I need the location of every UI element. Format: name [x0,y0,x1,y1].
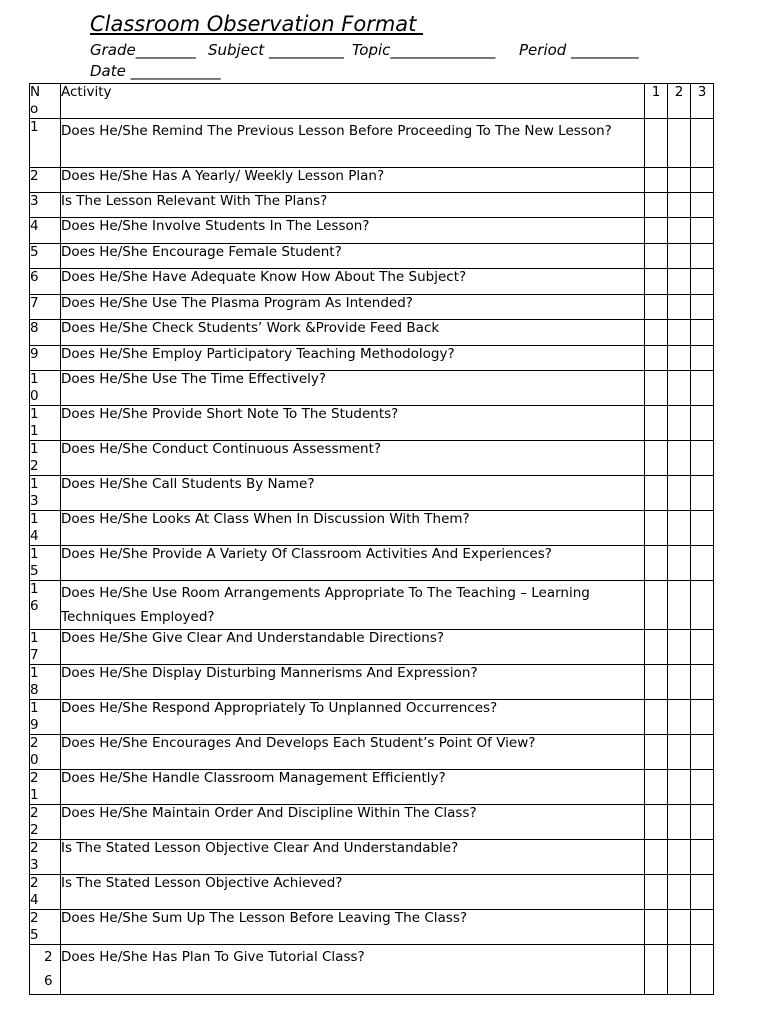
table-header-row [30,84,714,119]
table-row [30,119,714,168]
score-cell-2[interactable] [668,193,691,218]
activity-text: Does He/She Sum Up The Lesson Before Leaving The Class? [61,910,645,945]
score-cell-1[interactable] [645,875,668,910]
activity-text: Is The Stated Lesson Objective Clear And Understandable? [61,840,645,875]
score-cell-3[interactable] [691,630,714,665]
score-cell-3[interactable] [691,119,714,168]
score-cell-2[interactable] [668,770,691,805]
score-cell-1[interactable] [645,119,668,168]
table-row [30,665,714,700]
subject-field[interactable]: Subject __________ [208,41,344,59]
score-cell-2[interactable] [668,665,691,700]
table-row [30,840,714,875]
table-row [30,735,714,770]
score-cell-1[interactable] [645,581,668,630]
activity-text: Does He/She Handle Classroom Management Efficiently? [61,770,645,805]
activity-text: Does He/She Has Plan To Give Tutorial Class? [61,945,645,995]
score-cell-1[interactable] [645,269,668,295]
score-cell-3[interactable] [691,840,714,875]
row-number: 7 [30,295,61,320]
activity-text: Does He/She Have Adequate Know How About The Subject? [61,269,645,295]
table-row [30,581,714,630]
score-cell-3[interactable] [691,511,714,546]
activity-text: Does He/She Respond Appropriately To Unplanned Occurrences? [61,700,645,735]
score-cell-3[interactable] [691,735,714,770]
score-cell-1[interactable] [645,805,668,840]
row-number: 16 [30,581,61,630]
score-cell-1[interactable] [645,346,668,371]
table-row [30,700,714,735]
row-number: 26 [30,945,61,995]
score-cell-2[interactable] [668,406,691,441]
score-cell-2[interactable] [668,320,691,346]
row-number: 12 [30,441,61,476]
column-header-activity: Activity [61,84,645,119]
activity-text: Does He/She Looks At Class When In Discussion With Them? [61,511,645,546]
score-cell-3[interactable] [691,371,714,406]
table-row [30,546,714,581]
row-number: 1 [30,119,61,168]
score-cell-1[interactable] [645,546,668,581]
score-cell-2[interactable] [668,218,691,244]
score-cell-3[interactable] [691,546,714,581]
score-cell-3[interactable] [691,193,714,218]
score-cell-3[interactable] [691,269,714,295]
score-cell-1[interactable] [645,320,668,346]
score-cell-2[interactable] [668,371,691,406]
score-cell-3[interactable] [691,945,714,995]
score-cell-2[interactable] [668,581,691,630]
score-cell-3[interactable] [691,346,714,371]
score-cell-1[interactable] [645,770,668,805]
score-cell-3[interactable] [691,805,714,840]
row-number: 2 [30,168,61,193]
activity-text: Does He/She Provide Short Note To The Students? [61,406,645,441]
activity-text: Does He/She Conduct Continuous Assessment? [61,441,645,476]
table-row [30,875,714,910]
score-cell-1[interactable] [645,168,668,193]
table-row [30,476,714,511]
score-cell-3[interactable] [691,244,714,269]
score-cell-1[interactable] [645,840,668,875]
row-number: 4 [30,218,61,244]
score-cell-2[interactable] [668,244,691,269]
activity-text: Does He/She Encourage Female Student? [61,244,645,269]
score-cell-2[interactable] [668,700,691,735]
table-row [30,218,714,244]
score-cell-2[interactable] [668,875,691,910]
score-cell-2[interactable] [668,805,691,840]
row-number: 22 [30,805,61,840]
score-cell-1[interactable] [645,700,668,735]
table-row [30,295,714,320]
score-cell-2[interactable] [668,269,691,295]
score-cell-1[interactable] [645,665,668,700]
score-cell-3[interactable] [691,295,714,320]
row-number: 20 [30,735,61,770]
score-cell-1[interactable] [645,945,668,995]
score-cell-3[interactable] [691,665,714,700]
score-cell-1[interactable] [645,295,668,320]
row-number: 24 [30,875,61,910]
score-cell-2[interactable] [668,295,691,320]
score-cell-2[interactable] [668,511,691,546]
score-cell-3[interactable] [691,218,714,244]
grade-field[interactable]: Grade________ [90,41,196,59]
score-cell-1[interactable] [645,218,668,244]
score-cell-1[interactable] [645,511,668,546]
row-number: 19 [30,700,61,735]
activity-text: Does He/She Encourages And Develops Each Student’s Point Of View? [61,735,645,770]
table-row [30,244,714,269]
activity-text: Does He/She Remind The Previous Lesson Before Proceeding To The New Lesson? [61,119,645,168]
score-cell-1[interactable] [645,476,668,511]
table-row [30,269,714,295]
observation-table [29,83,714,995]
table-row [30,406,714,441]
score-cell-2[interactable] [668,346,691,371]
score-cell-1[interactable] [645,441,668,476]
score-cell-1[interactable] [645,910,668,945]
score-cell-3[interactable] [691,406,714,441]
table-row [30,805,714,840]
table-row [30,320,714,346]
activity-text: Does He/She Maintain Order And Discipline Within The Class? [61,805,645,840]
score-cell-2[interactable] [668,910,691,945]
activity-text: Does He/She Call Students By Name? [61,476,645,511]
column-header-score-1: 1 [645,84,668,119]
activity-text: Does He/She Use Room Arrangements Appropriate To The Teaching – Learning Techniques Employed? [61,581,645,630]
row-number: 5 [30,244,61,269]
score-cell-3[interactable] [691,168,714,193]
column-header-score-3: 3 [691,84,714,119]
table-row [30,346,714,371]
score-cell-1[interactable] [645,406,668,441]
score-cell-3[interactable] [691,441,714,476]
date-field[interactable]: Date ____________ [90,62,221,80]
score-cell-3[interactable] [691,770,714,805]
table-row [30,168,714,193]
score-cell-3[interactable] [691,320,714,346]
row-number: 25 [30,910,61,945]
row-number: 13 [30,476,61,511]
score-cell-1[interactable] [645,630,668,665]
score-cell-1[interactable] [645,244,668,269]
score-cell-3[interactable] [691,875,714,910]
score-cell-3[interactable] [691,581,714,630]
score-cell-2[interactable] [668,119,691,168]
table-row [30,371,714,406]
row-number: 21 [30,770,61,805]
score-cell-2[interactable] [668,840,691,875]
score-cell-1[interactable] [645,371,668,406]
activity-text: Is The Stated Lesson Objective Achieved? [61,875,645,910]
score-cell-2[interactable] [668,735,691,770]
score-cell-2[interactable] [668,168,691,193]
table-row [30,770,714,805]
form-title: Classroom Observation Format [90,12,424,36]
table-row [30,441,714,476]
row-number: 17 [30,630,61,665]
score-cell-3[interactable] [691,476,714,511]
table-row [30,945,714,995]
score-cell-1[interactable] [645,735,668,770]
row-number: 3 [30,193,61,218]
score-cell-2[interactable] [668,630,691,665]
table-row [30,511,714,546]
score-cell-2[interactable] [668,546,691,581]
row-number: 23 [30,840,61,875]
period-field[interactable]: Period _________ [519,41,639,59]
column-header-score-2: 2 [668,84,691,119]
row-number: 14 [30,511,61,546]
table-row [30,193,714,218]
activity-text: Does He/She Use The Time Effectively? [61,371,645,406]
column-header-no: No [30,84,61,119]
activity-text: Does He/She Involve Students In The Lesson? [61,218,645,244]
row-number: 15 [30,546,61,581]
score-cell-2[interactable] [668,476,691,511]
table-row [30,630,714,665]
row-number: 18 [30,665,61,700]
row-number: 11 [30,406,61,441]
activity-text: Does He/She Use The Plasma Program As Intended? [61,295,645,320]
activity-text: Does He/She Give Clear And Understandable Directions? [61,630,645,665]
activity-text: Does He/She Employ Participatory Teaching Methodology? [61,346,645,371]
activity-text: Does He/She Display Disturbing Mannerisms And Expression? [61,665,645,700]
score-cell-1[interactable] [645,193,668,218]
score-cell-2[interactable] [668,945,691,995]
score-cell-2[interactable] [668,441,691,476]
row-number: 8 [30,320,61,346]
activity-text: Is The Lesson Relevant With The Plans? [61,193,645,218]
row-number: 10 [30,371,61,406]
activity-text: Does He/She Provide A Variety Of Classroom Activities And Experiences? [61,546,645,581]
row-number: 6 [30,269,61,295]
activity-text: Does He/She Check Students’ Work &Provide Feed Back [61,320,645,346]
table-row [30,910,714,945]
topic-field[interactable]: Topic______________ [352,41,496,59]
row-number: 9 [30,346,61,371]
score-cell-3[interactable] [691,700,714,735]
activity-text: Does He/She Has A Yearly/ Weekly Lesson Plan? [61,168,645,193]
score-cell-3[interactable] [691,910,714,945]
